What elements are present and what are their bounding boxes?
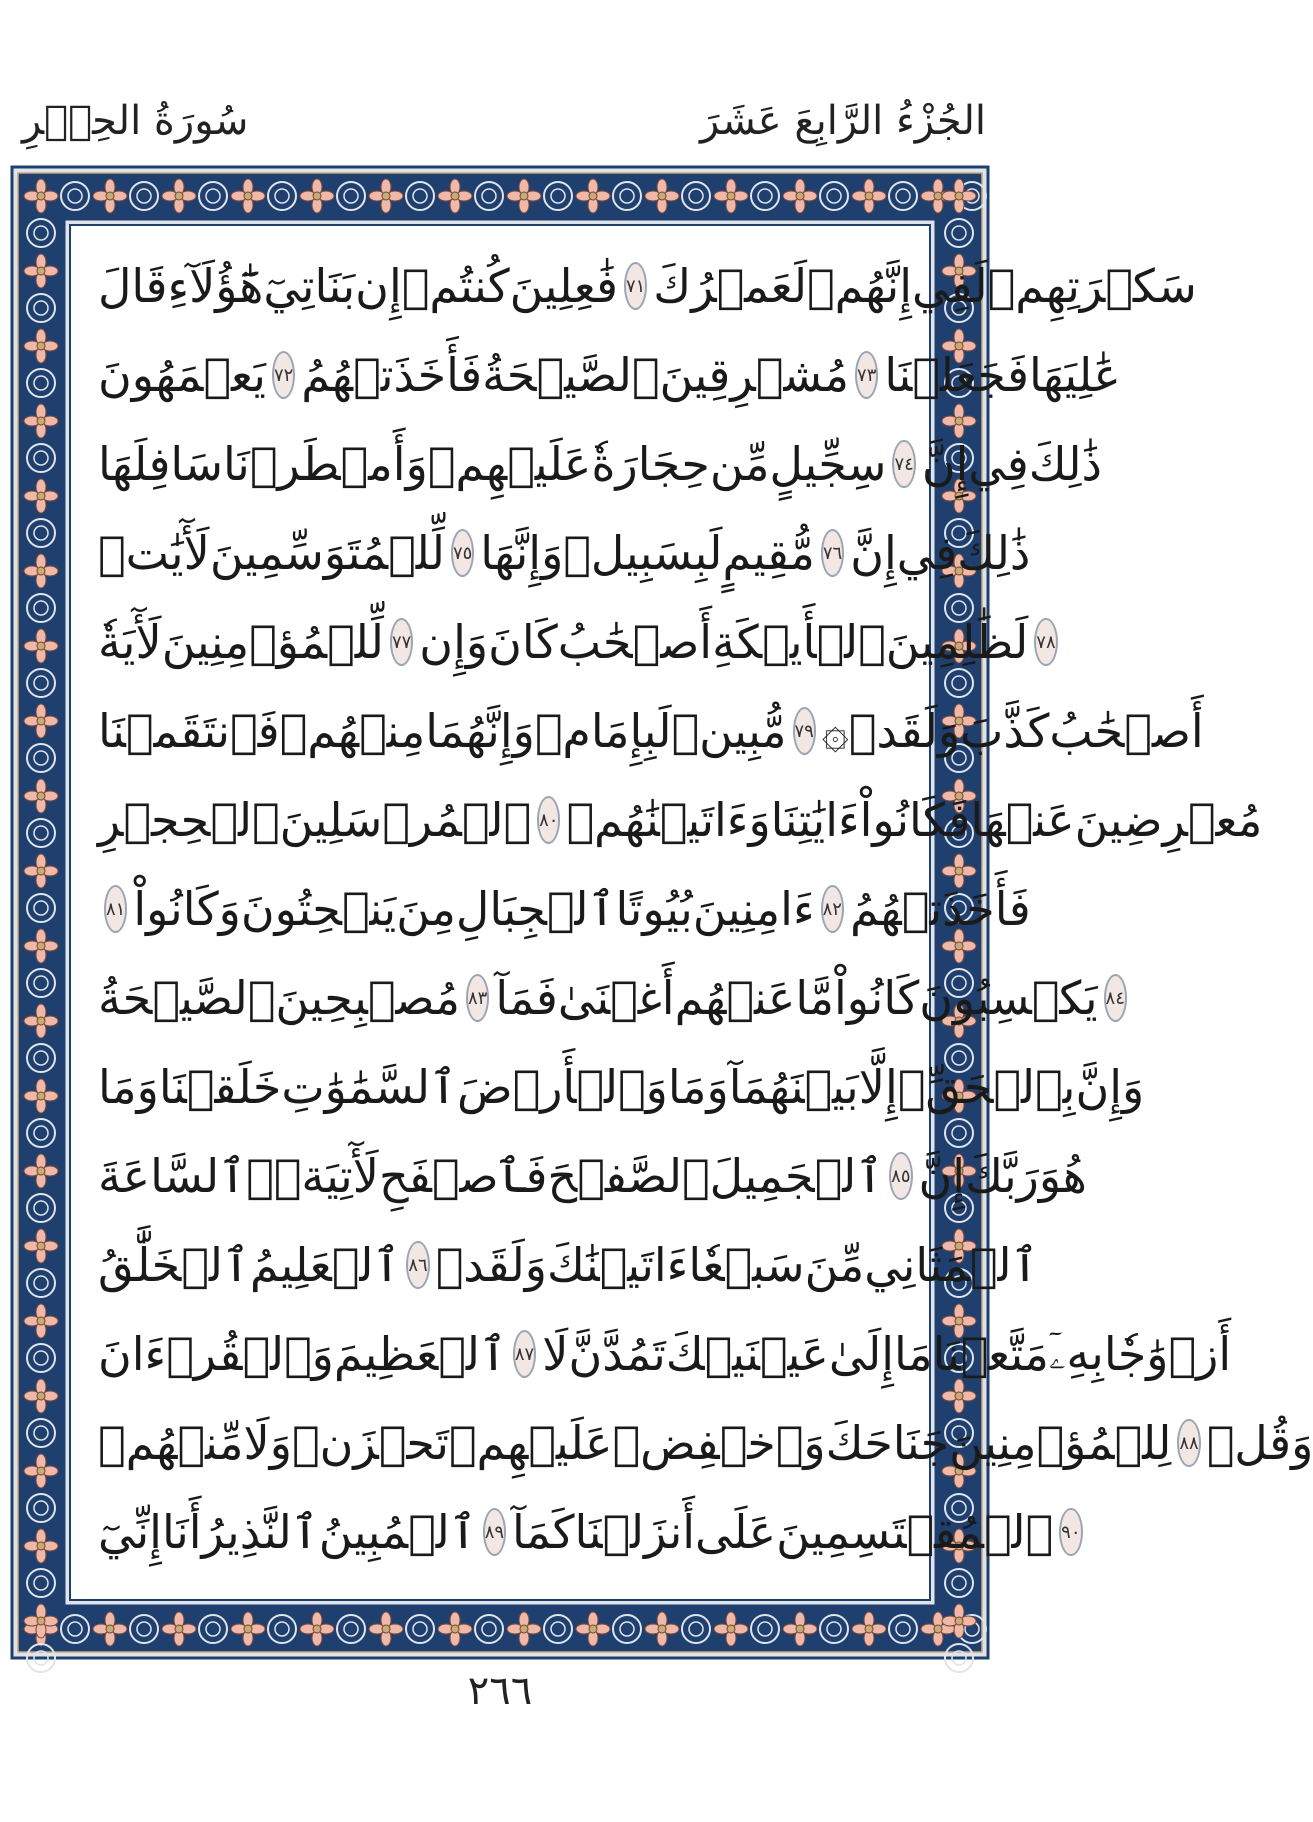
ayah-number-marker: ٨٥: [889, 1152, 912, 1200]
text-line: [98, 513, 1031, 593]
word: عَيۡنَيۡكَ: [665, 1327, 829, 1381]
word: عَٰلِيَهَا: [1028, 348, 1121, 402]
word: لِلۡمُؤۡمِنِينَ: [949, 1416, 1172, 1470]
word: ذَٰلِكَ: [1028, 437, 1102, 491]
word: إِلَّا: [858, 1060, 898, 1114]
word: تَحۡزَنۡ: [292, 1416, 449, 1470]
ayah-number-marker: ٧٨: [1034, 618, 1057, 666]
word: يَنۡحِتُونَ: [240, 882, 397, 936]
word: لَفِي: [912, 259, 988, 313]
ayah-number-marker: ٧٤: [892, 440, 915, 488]
word: مِنَ: [396, 882, 456, 936]
word: وَلَقَدۡ: [435, 1238, 547, 1292]
word: لِّلۡمُؤۡمِنِينَ: [161, 615, 384, 669]
word: لَظَٰلِمِينَ: [885, 615, 1029, 669]
word: مُشۡرِقِينَ: [659, 348, 850, 402]
word: ٱلۡمُقۡتَسِمِينَ: [776, 1505, 1054, 1559]
word: فِي: [896, 526, 958, 580]
text-line: [98, 780, 1263, 860]
ayah-number-marker: ٨٧: [513, 1330, 536, 1378]
ayah-number-marker: ٨٨: [1177, 1419, 1200, 1467]
word: كَانُواْ: [834, 971, 920, 1025]
ayah-number-marker: ٧٢: [272, 351, 295, 399]
text-line: [98, 1225, 1039, 1305]
word: مَا: [894, 1327, 933, 1381]
ayah-number-marker: ٨٤: [1104, 974, 1127, 1022]
word: إِنَّ: [850, 526, 897, 580]
word: أَصۡحَٰبُ: [557, 615, 713, 669]
word: مِنۡهُمۡ: [279, 704, 426, 758]
word: ٱلۡمَثَانِي: [864, 1238, 1039, 1292]
word: كَمَآ: [512, 1505, 575, 1559]
word: فِي: [968, 437, 1029, 491]
word: ٱلۡحِجۡرِ: [98, 793, 280, 847]
word: إِلَىٰ: [828, 1327, 895, 1381]
surah-title: سُورَةُ الحِجۡرِ: [22, 98, 249, 144]
word: ٱلۡجَمِيلَ: [709, 1149, 884, 1203]
word: لَا: [542, 1327, 569, 1381]
word: مِّن: [709, 437, 770, 491]
word: ٱلۡأَيۡكَةِ: [712, 615, 886, 669]
word: رَبَّكَ: [965, 1149, 1039, 1203]
word: تَمُدَّنَّ: [568, 1327, 666, 1381]
word: مَّا: [795, 971, 834, 1025]
ayah-number-marker: ٧٦: [821, 529, 844, 577]
word: ۞: [821, 704, 849, 758]
word: بِهِۦٓ: [1048, 1326, 1104, 1380]
word: عَلَيۡهِمۡ: [427, 437, 592, 491]
word: فَٱنتَقَمۡنَا: [98, 704, 280, 758]
word: ذَٰلِكَ: [957, 526, 1031, 580]
quran-text-area: [72, 232, 1313, 1593]
word: لَأٓيَةٗ: [98, 615, 162, 669]
word: مِّنَ: [804, 1238, 865, 1292]
word: وَقُلۡ: [1206, 1416, 1313, 1470]
word: ٱلۡمُبِينُ: [318, 1505, 477, 1559]
word: أَزۡوَٰجٗا: [1103, 1327, 1232, 1381]
ayah-number-marker: ٧٥: [451, 529, 474, 577]
word: ٱلصَّيۡحَةُ: [98, 971, 276, 1025]
word: وَإِن: [419, 615, 489, 669]
word: بَنَاتِيٓ: [263, 259, 356, 313]
word: وَكَانُواْ: [133, 882, 241, 936]
text-line: [98, 1136, 1087, 1216]
ayah-number-marker: ٩٠: [1059, 1508, 1082, 1556]
word: وَٱلۡقُرۡءَانَ: [98, 1327, 334, 1381]
word: جَنَاحَكَ: [825, 1416, 950, 1470]
word: بِٱلۡحَقِّۗ: [897, 1060, 1076, 1114]
ayah-number-marker: ٨٩: [483, 1508, 506, 1556]
word: وَمَا: [98, 1060, 159, 1114]
ayah-number-marker: ٨٦: [406, 1241, 429, 1289]
word: بُيُوتًا: [615, 882, 693, 936]
word: لَأٓتِيَةٞۖ: [246, 1149, 379, 1203]
word: يَكۡسِبُونَ: [919, 971, 1098, 1025]
word: وَلَا: [243, 1416, 292, 1470]
word: مَتَّعۡنَا: [932, 1327, 1049, 1381]
text-line: [98, 691, 1204, 771]
word: كَانَ: [488, 615, 558, 669]
ayah-number-marker: ٧١: [624, 262, 647, 310]
word: لَبِسَبِيلٖ: [563, 526, 723, 580]
word: مِّنۡهُمۡ: [98, 1416, 244, 1470]
word: ٱلصَّفۡحَ: [547, 1149, 710, 1203]
word: ءَاتَيۡنَٰكَ: [546, 1238, 689, 1292]
word: أَنزَلۡنَا: [574, 1505, 696, 1559]
ayah-number-marker: ٨٢: [821, 885, 844, 933]
word: عَنۡهُم: [674, 971, 796, 1025]
word: يَعۡمَهُونَ: [98, 348, 266, 402]
word: بَيۡنَهُمَآ: [728, 1060, 859, 1114]
page-number: ٢٦٦: [467, 1668, 533, 1714]
word: مُعۡرِضِينَ: [1074, 793, 1263, 847]
word: عَنۡهَا: [970, 793, 1075, 847]
ayah-number-marker: ٨١: [104, 885, 127, 933]
word: قَالَ: [98, 259, 168, 313]
ayah-number-marker: ٧٩: [793, 707, 816, 755]
ayah-number-marker: ٨٠: [537, 796, 560, 844]
word: فَأَخَذَتۡهُمُ: [301, 348, 483, 402]
text-line: [98, 602, 1056, 682]
word: وَأَمۡطَرۡنَا: [223, 437, 428, 491]
word: فَٱصۡفَحِ: [378, 1149, 548, 1203]
ayah-number-marker: ٧٧: [390, 618, 413, 666]
word: وَإِنَّهَا: [480, 526, 564, 580]
word: سِجِّيلٍ: [769, 437, 887, 491]
word: هُوَ: [1038, 1149, 1087, 1203]
word: ٱلنَّذِيرُ: [201, 1505, 319, 1559]
word: ٱلۡعَظِيمَ: [333, 1327, 507, 1381]
word: وَلَقَدۡ: [848, 704, 961, 758]
word: إِن: [355, 259, 402, 313]
word: عَلَيۡهِمۡ: [448, 1416, 613, 1470]
word: هَٰٓؤُلَآءِ: [167, 259, 264, 313]
text-line: [98, 1492, 1081, 1572]
ayah-number-marker: ٧٣: [855, 351, 878, 399]
word: لَعَمۡرُكَ: [653, 259, 807, 313]
text-line: [98, 335, 1121, 415]
word: فَكَانُواْ: [859, 793, 971, 847]
word: وَإِنَّهُمَا: [425, 704, 535, 758]
word: وَءَاتَيۡنَٰهُمۡ: [566, 793, 771, 847]
word: سَافِلَهَا: [98, 437, 223, 491]
word: سَبۡعٗا: [688, 1238, 805, 1292]
word: أَصۡحَٰبُ: [1049, 704, 1204, 758]
word: وَإِنَّ: [1075, 1060, 1145, 1114]
word: فَجَعَلۡنَا: [884, 348, 1029, 402]
word: فَمَآ: [495, 971, 558, 1025]
word: مُّبِينٖ: [671, 704, 787, 758]
word: إِنَّ: [918, 1149, 966, 1203]
juz-title: الجُزْءُ الرَّابِعَ عَشَرَ: [700, 98, 986, 144]
word: وَٱخۡفِضۡ: [612, 1416, 826, 1470]
text-line: [98, 1047, 1145, 1127]
text-line: [98, 1314, 1232, 1394]
word: ٱلصَّيۡحَةُ: [482, 348, 660, 402]
word: كُنتُمۡ: [401, 259, 510, 313]
word: خَلَقۡنَا: [158, 1060, 282, 1114]
word: فَٰعِلِينَ: [509, 259, 618, 313]
word: وَمَا: [667, 1060, 729, 1114]
word: كَذَّبَ: [960, 704, 1050, 758]
word: ٱلسَّمَٰوَٰتِ: [281, 1060, 457, 1114]
ayah-number-marker: ٨٣: [466, 974, 489, 1022]
word: لِّلۡمُتَوَسِّمِينَ: [209, 526, 445, 580]
word: أَنَا: [161, 1505, 202, 1559]
word: إِنَّ: [921, 437, 969, 491]
word: حِجَارَةٗ: [591, 437, 710, 491]
word: ٱلۡعَلِيمُ: [249, 1238, 401, 1292]
word: إِنِّيٓ: [98, 1505, 162, 1559]
word: وَٱلۡأَرۡضَ: [456, 1060, 668, 1114]
word: لَبِإِمَامٖ: [534, 704, 672, 758]
text-line: [98, 246, 1197, 326]
word: سَكۡرَتِهِمۡ: [987, 259, 1197, 313]
word: إِنَّهُمۡ: [806, 259, 912, 313]
word: مُصۡبِحِينَ: [275, 971, 460, 1025]
word: فَأَخَذَتۡهُمُ: [849, 882, 1031, 936]
word: ءَامِنِينَ: [692, 882, 815, 936]
word: عَلَى: [695, 1505, 777, 1559]
text-line: [98, 424, 1102, 504]
word: لَأٓيَٰتٖ: [98, 526, 210, 580]
page-header: [0, 0, 1000, 160]
word: ٱلسَّاعَةَ: [98, 1149, 247, 1203]
word: مُّقِيمٍ: [722, 526, 815, 580]
word: ءَايَٰتِنَا: [770, 793, 860, 847]
word: ٱلۡمُرۡسَلِينَ: [279, 793, 532, 847]
word: ٱلۡخَلَّٰقُ: [98, 1238, 250, 1292]
word: ٱلۡجِبَالِ: [455, 882, 616, 936]
text-line: [98, 1403, 1313, 1483]
word: أَغۡنَىٰ: [557, 971, 675, 1025]
text-line: [98, 958, 1125, 1038]
text-line: [98, 869, 1031, 949]
